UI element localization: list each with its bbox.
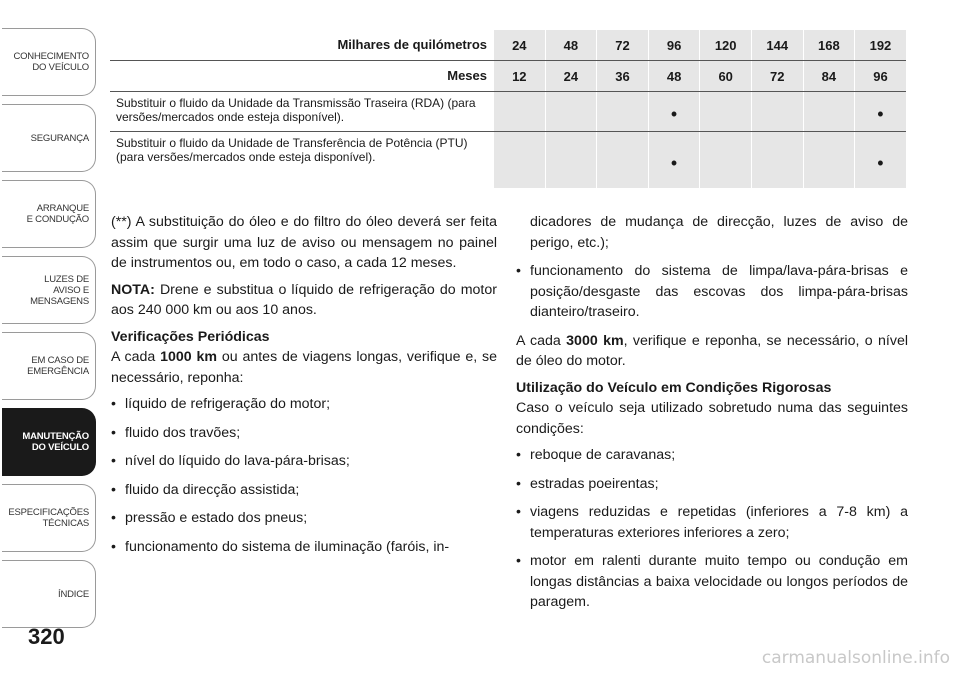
oil-check-note [516, 331, 908, 372]
task-description: Substituir o fluido da Unidade da Transmissão Traseira (RDA) (para versões/mercados onde esteja disponível). [116, 96, 476, 124]
tab-conhecimento[interactable]: CONHECIMENTO DO VEÍCULO [2, 28, 96, 96]
tab-emergencia[interactable]: EM CASO DE EMERGÊNCIA [2, 332, 96, 400]
miles-col: 72 [596, 30, 648, 60]
coolant-note [111, 280, 497, 321]
schedule-mark [803, 92, 855, 131]
months-col: 60 [699, 61, 751, 91]
list-item [111, 451, 497, 472]
table-row [110, 92, 906, 132]
tab-indice[interactable]: ÍNDICE [2, 560, 96, 628]
bullet-icon: • [111, 510, 116, 526]
nota-label: NOTA: [111, 281, 155, 298]
intro-text: ou antes de viagens longas, verifique e, se necessário, reponha: [111, 349, 498, 386]
list-item [111, 480, 497, 501]
months-col: 84 [803, 61, 855, 91]
schedule-mark [699, 132, 751, 188]
bullet-icon: • [516, 553, 521, 569]
schedule-mark: • [648, 132, 700, 188]
list-item [111, 537, 497, 558]
list-item-continuation: dicadores de mudança de direcção, luzes de aviso de perigo, etc.); [530, 214, 908, 251]
schedule-mark [596, 92, 648, 131]
schedule-mark: • [854, 132, 906, 188]
schedule-mark [545, 132, 597, 188]
months-col: 24 [545, 61, 597, 91]
intro-text: A cada [111, 349, 161, 365]
schedule-mark: • [648, 92, 700, 131]
months-col: 12 [493, 61, 545, 91]
months-col: 36 [596, 61, 648, 91]
miles-header-label: Milhares de quilómetros [337, 37, 487, 52]
list-item-text: líquido de refrigeração do motor; [125, 396, 331, 412]
bullet-icon: • [111, 538, 116, 555]
list-item-text: viagens reduzidas e repetidas (inferiores a 7-8 km) a temperaturas exteriores inferiores a zero; [530, 504, 908, 541]
schedule-mark [493, 132, 545, 188]
schedule-mark [803, 132, 855, 188]
schedule-mark [545, 92, 597, 131]
miles-col: 24 [493, 30, 545, 60]
list-item-text: fluido da direcção assistida; [125, 481, 300, 498]
tab-arranque[interactable]: ARRANQUE E CONDUÇÃO [2, 180, 96, 248]
months-col: 72 [751, 61, 803, 91]
list-item [111, 394, 497, 415]
maintenance-schedule-table [110, 30, 906, 188]
miles-col: 96 [648, 30, 700, 60]
bullet-icon: • [111, 396, 116, 412]
bullet-icon: • [516, 447, 521, 463]
task-description: Substituir o fluido da Unidade de Transferência de Potência (PTU) (para versões/mercados onde esteja disponível). [116, 136, 468, 164]
list-item [516, 261, 908, 323]
periodic-intro [111, 347, 497, 388]
left-text-column [111, 212, 497, 565]
list-item [516, 445, 908, 466]
schedule-mark [751, 92, 803, 131]
list-item-text: funcionamento do sistema de iluminação (faróis, in- [125, 538, 450, 555]
section-heading: Verificações Periódicas [111, 328, 270, 345]
list-item-text: fluido dos travões; [125, 424, 241, 441]
oil-text: , verifique e reponha, se necessário, o nível de óleo do motor. [516, 332, 908, 369]
months-col: 48 [648, 61, 700, 91]
section-heading: Utilização do Veículo em Condições Rigorosas [516, 379, 832, 396]
bullet-icon: • [111, 424, 116, 441]
schedule-mark [596, 132, 648, 188]
tab-especificacoes[interactable]: ESPECIFICAÇÕES TÉCNICAS [2, 484, 96, 552]
list-item [516, 551, 908, 613]
list-item-text: nível do líquido do lava-pára-brisas; [125, 453, 350, 469]
interval-value: 3000 km [566, 332, 624, 349]
tab-luzes[interactable]: LUZES DE AVISO E MENSAGENS [2, 256, 96, 324]
schedule-mark [751, 132, 803, 188]
oil-text: A cada [516, 332, 567, 349]
miles-col: 168 [803, 30, 855, 60]
miles-header-row [110, 30, 906, 61]
severe-intro: Caso o veículo seja utilizado sobretudo numa das seguintes condições: [516, 400, 908, 437]
miles-col: 192 [854, 30, 906, 60]
schedule-mark [699, 92, 751, 131]
bullet-icon: • [111, 481, 116, 498]
list-item-text: funcionamento do sistema de limpa/lava-pára-brisas e posição/desgaste das escovas dos limpa-pára-brisas dianteiro/traseiro. [530, 263, 908, 320]
list-item [516, 474, 908, 495]
list-item-text: reboque de caravanas; [530, 447, 676, 463]
months-header-label: Meses [447, 68, 487, 83]
interval-value: 1000 km [160, 349, 218, 365]
page-number: 320 [28, 624, 65, 649]
tab-manutencao[interactable]: MANUTENÇÃO DO VEÍCULO [2, 408, 96, 476]
watermark: carmanualsonline.info [761, 648, 950, 668]
list-item-text: estradas poeirentas; [530, 475, 659, 492]
oil-change-note: (**) A substituição do óleo e do filtro do óleo deverá ser feita assim que surgir uma luz de aviso ou mensagem no painel de instrumentos ou, em todo o caso, a cada 12 meses. [111, 214, 497, 271]
list-item [516, 502, 908, 543]
bullet-icon: • [516, 504, 521, 520]
list-item [111, 423, 497, 444]
bullet-icon: • [111, 453, 116, 469]
miles-col: 144 [751, 30, 803, 60]
right-text-column [516, 212, 908, 621]
tab-seguranca[interactable]: SEGURANÇA [2, 104, 96, 172]
list-item-text: pressão e estado dos pneus; [125, 510, 308, 526]
miles-col: 120 [699, 30, 751, 60]
miles-col: 48 [545, 30, 597, 60]
bullet-icon: • [516, 475, 521, 492]
months-header-row [110, 61, 906, 92]
months-col: 96 [854, 61, 906, 91]
bullet-icon: • [516, 263, 521, 279]
nota-text: Drene e substitua o líquido de refrigeração do motor aos 240 000 km ou aos 10 anos. [111, 281, 497, 318]
schedule-mark [493, 92, 545, 131]
list-item-text: motor em ralenti durante muito tempo ou condução em longas distâncias a baixa velocidade ou longos períodos de paragem. [530, 553, 908, 610]
schedule-mark: • [854, 92, 906, 131]
list-item [111, 508, 497, 529]
table-row [110, 132, 906, 188]
